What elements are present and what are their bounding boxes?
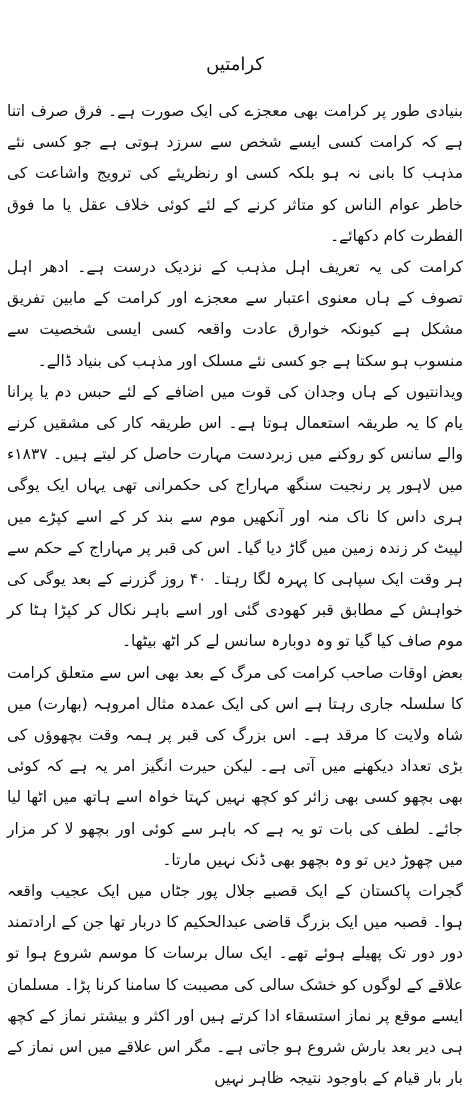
paragraph-1: بنیادی طور پر کرامت بھی معجزے کی ایک صورت ہے۔ فرق صرف اتنا ہے کہ کرامت کسی ایسے شخص سے سرزد ہوتی ہے جو کسی نئے مذہب کا بانی نہ ہو بلکہ کسی او رنظریئے کی ترویج واشاعت کی خاطر عوام الناس کو متاثر کرنے کے لئے کوئی خلاف عقل یا ما فوق الفطرت کام دکھائے۔ bbox=[7, 102, 463, 245]
paragraph-3: ویدانتیوں کے ہاں وجدان کی قوت میں اضافے کے لئے حبس دم یا پرانا یام کا یہ طریقہ استعمال ہوتا ہے۔ اس طریقہ کار کی مشقیں کرنے والے سانس کو روکنے میں زبردست مہارت حاصل کر لیتے ہیں۔ ۱۸۳۷ء میں لاہور پر رنجیت سنگھ مہاراج کی حکمرانی تھی یہاں ایک یوگی ہری داس کا ناک منہ اور آنکھیں موم سے بند کر کے اسے کپڑے میں لپیٹ کر زندہ زمین میں گاڑ دیا گیا۔ اس کی قبر پر مہاراج کے حکم سے ہر وقت ایک سپاہی کا پہرہ لگا رہتا۔ ۴۰ روز گزرنے کے بعد یوگی کی خواہش کے مطابق قبر کھودی گئی اور اسے باہر نکال کر کپڑا ہٹا کر موم صاف کیا گیا تو وہ دوبارہ سانس لے کر اٹھ بیٹھا۔ bbox=[7, 382, 464, 651]
page-title: کرامتیں bbox=[206, 54, 264, 75]
paragraph-5: گجرات پاکستان کے ایک قصبے جلال پور جٹاں میں ایک عجیب واقعہ ہوا۔ قصبہ میں ایک بزرگ قاضی عبدالحکیم کا دربار تھا جن کے ارادتمند دور دور تک پھیلے ہوئے تھے۔ ایک سال برسات کا موسم شروع ہوا تو علاقے کے لوگوں کو خشک سالی کی مصیبت کا سامنا کرنا پڑا۔ مسلمان ایسے موقع پر نماز استسقاء ادا کرتے ہیں اور اکثر و بیشتر نماز کے کچھ ہی دیر بعد بارش شروع ہو جاتی ہے۔ مگر اس علاقے میں اس نماز کے بار بار قیام کے باوجود نتیجہ ظاہر نہیں bbox=[7, 882, 463, 1088]
paragraph-2: کرامت کی یہ تعریف اہل مذہب کے نزدیک درست ہے۔ ادھر اہل تصوف کے ہاں معنوی اعتبار سے معجزے اور کرامت کے مابین تفریق مشکل ہے کیونکہ خوارق عادت واقعہ کسی ایسی شخصیت سے منسوب ہو سکتا ہے جو کسی نئے مسلک اور مذہب کی بنیاد ڈالے۔ bbox=[7, 258, 463, 370]
paragraph-4: بعض اوقات صاحب کرامت کی مرگ کے بعد بھی اس سے متعلق کرامت کا سلسلہ جاری رہتا ہے اس کی ایک عمدہ مثال امروہہ (بھارت) میں شاہ ولایت کا مرقد ہے۔ اس بزرگ کی قبر پر ہمہ وقت بچھوؤں کی بڑی تعداد دیکھنے میں آتی ہے۔ لیکن حیرت انگیز امر یہ ہے کہ کوئی بھی بچھو کسی بھی زائر کو کچھ نہیں کہتا خواہ اسے ہاتھ میں اٹھا لیا جائے۔ لطف کی بات تو یہ ہے کہ باہر سے کوئی اور بچھو لا کر مزار میں چھوڑ دیں تو وہ بچھو بھی ڈنک نہیں مارتا۔ bbox=[7, 663, 463, 869]
article-body bbox=[7, 96, 463, 1095]
